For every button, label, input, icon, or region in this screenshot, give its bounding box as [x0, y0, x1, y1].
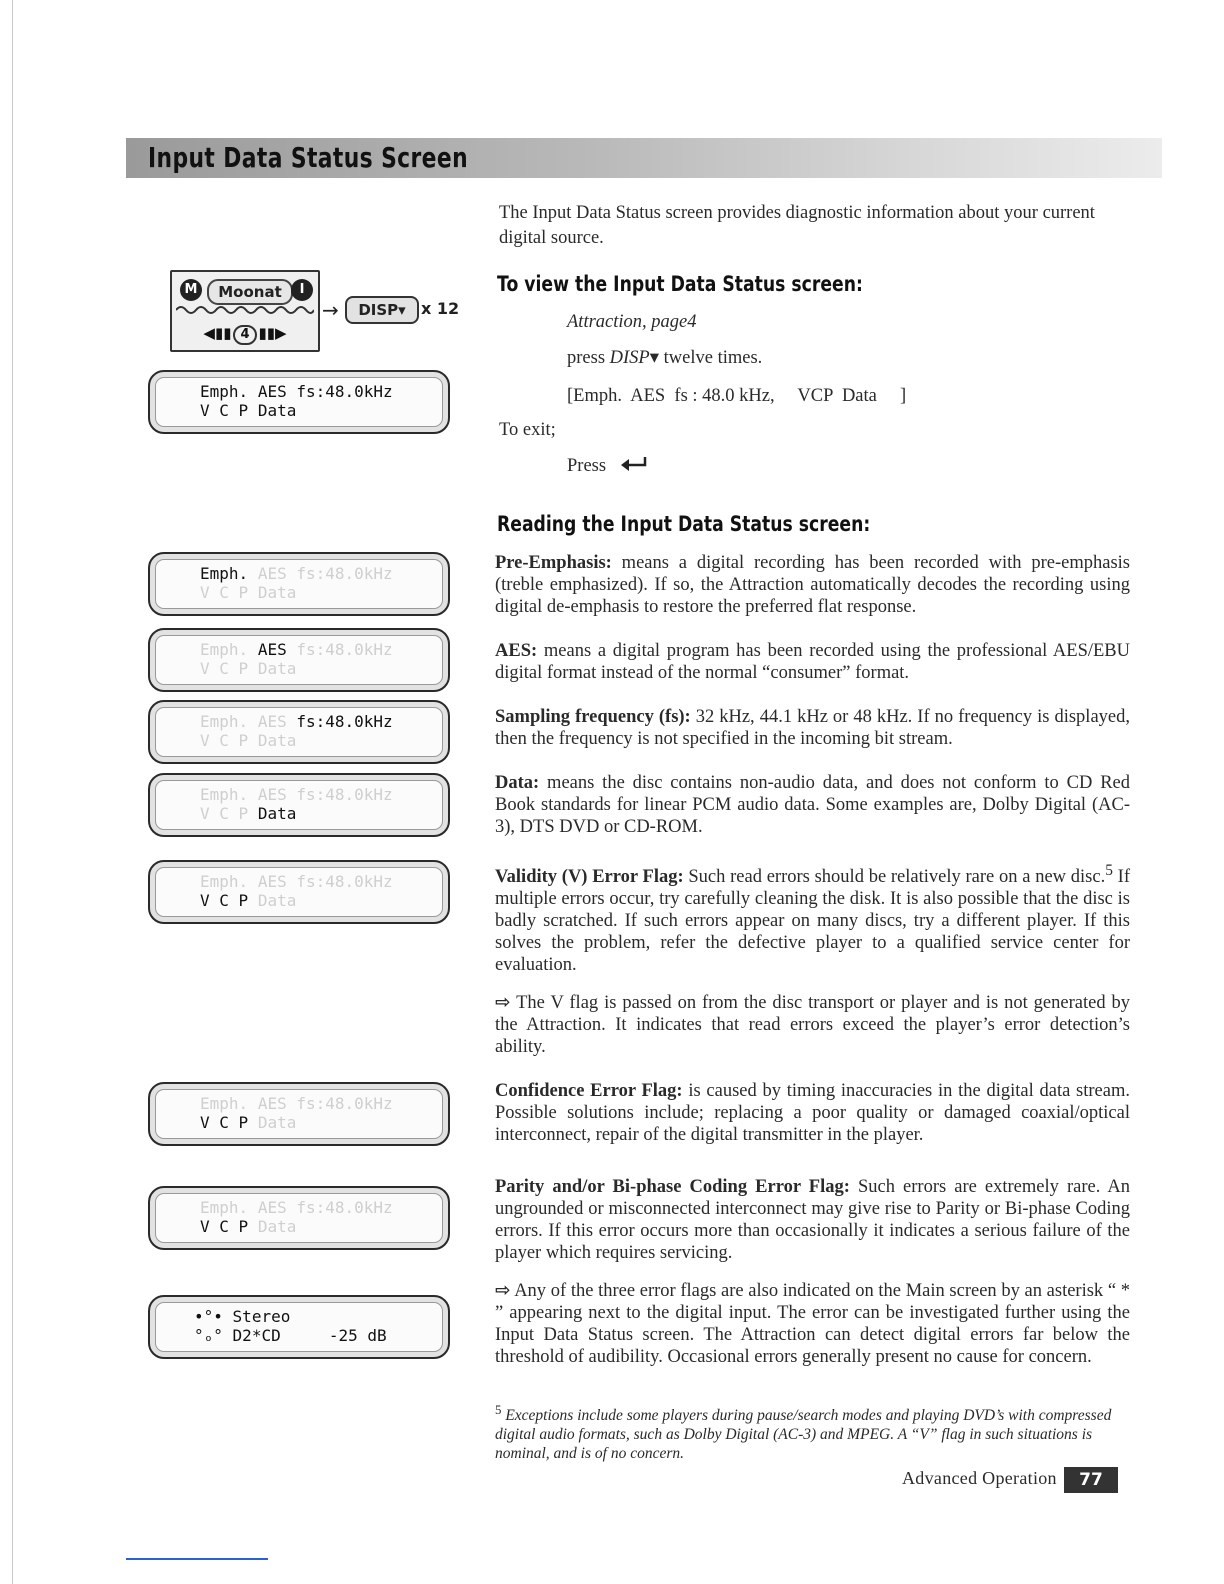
lcd-aes: AES: [257, 640, 287, 659]
lcd-data: Data: [257, 891, 297, 910]
remote-brand-button: Moonat: [207, 279, 293, 305]
speaker-icon: •°•: [194, 1307, 223, 1326]
lcd-data: Data: [257, 1217, 297, 1236]
exit-label: To exit;: [499, 420, 556, 440]
item-pre-emphasis: [495, 552, 1130, 618]
lcd-data: Data: [257, 1113, 297, 1132]
lcd-emph: Emph.: [200, 382, 249, 401]
lcd-data: Data: [257, 731, 297, 750]
lcd-emph: Emph.: [200, 872, 249, 891]
lcd-aes: AES: [257, 1198, 287, 1217]
intro-text: The Input Data Status screen provides diagnostic information about your current digital source.: [499, 203, 1095, 248]
lcd-parity-highlight: [148, 1186, 450, 1250]
lcd-aes: AES: [257, 1094, 287, 1113]
definition: means the disc contains non-audio data, and does not conform to CD Red Book standards for linear PCM audio data. Some examples are, Dolby Digital (AC-3), DTS DVD or CD-ROM.: [495, 773, 1130, 837]
lcd-validity-highlight: [148, 860, 450, 924]
lcd-data: Data: [257, 401, 297, 420]
lcd-fs: fs:48.0kHz: [296, 1198, 393, 1217]
lcd-vcp: V C P: [200, 1113, 249, 1132]
display-result: [Emph. AES fs : 48.0 kHz, VCP Data ]: [567, 386, 907, 406]
definition: means a digital recording has been recorded with pre-emphasis (treble emphasized). If so, the Attraction automatically decodes the recording using digital de-emphasis to restore the preferred flat response.: [495, 553, 1130, 617]
item-confidence: [495, 1080, 1130, 1146]
lcd-fs: fs:48.0kHz: [296, 712, 393, 731]
arrow-right-icon: →: [322, 298, 339, 322]
definition: Such read errors should be relatively rare on a new disc.: [683, 867, 1106, 888]
lcd-input: D2*CD: [232, 1326, 281, 1345]
lcd-vcp: V C P: [200, 401, 249, 420]
lcd-data-highlight: [148, 773, 450, 837]
term: Parity and/or Bi-phase Coding Error Flag:: [495, 1177, 850, 1197]
item-validity: [495, 860, 1130, 976]
section-title: Input Data Status Screen: [148, 141, 469, 174]
footer-label: Advanced Operation: [902, 1468, 1057, 1488]
enter-icon: [619, 455, 649, 473]
definition: means a digital program has been recorded using the professional AES/EBU digital format instead of the normal “consumer” format.: [495, 641, 1130, 683]
lcd-vcp: V C P: [200, 731, 249, 750]
lcd-fs: fs:48.0kHz: [296, 1094, 393, 1113]
press-label: Press: [567, 456, 607, 476]
press-after: twelve times.: [663, 348, 763, 368]
lcd-emph: Emph.: [200, 712, 249, 731]
footnote: [495, 1400, 1130, 1463]
left-arrow-icon: ◀▮▮: [203, 324, 232, 342]
note-asterisk: [495, 1280, 1130, 1368]
lcd-aes: AES: [257, 564, 287, 583]
lcd-emph: Emph.: [200, 785, 249, 804]
lcd-vcp: V C P: [200, 659, 249, 678]
footnote-number: 5: [495, 1402, 502, 1417]
definition: is caused by timing inaccuracies in the digital data stream. Possible solutions include; replacing a poor quality or damaged coaxial/optical interconnect, repair of the digital transmitter in the player.: [495, 1081, 1130, 1145]
item-sampling: [495, 706, 1130, 750]
lcd-fs: fs:48.0kHz: [296, 640, 393, 659]
footer-line: [126, 1558, 268, 1560]
page-number: 77: [1064, 1467, 1118, 1493]
definition: 32 kHz, 44.1 kHz or 48 kHz. If no frequency is displayed, then the frequency is not specified in the incoming bit stream.: [495, 707, 1130, 749]
lcd-fs: fs:48.0kHz: [296, 872, 393, 891]
note-text: Any of the three error flags are also indicated on the Main screen by an asterisk “ * ” appearing next to the digital input. The error can be investigated further using the Input Data Status screen. The Attraction can detect digital errors far below the threshold of audibility. Occasional errors generally present no cause for concern.: [495, 1281, 1131, 1367]
item-aes: [495, 640, 1130, 684]
remote-m-button: M: [180, 279, 202, 301]
lcd-data: Data: [257, 804, 297, 823]
page-edge-line: [12, 0, 13, 1584]
step-press: [567, 346, 762, 371]
lcd-emph: Emph.: [200, 640, 249, 659]
term: Sampling frequency (fs):: [495, 707, 691, 727]
lcd-vcp: V C P: [200, 1217, 249, 1236]
term: AES:: [495, 641, 538, 661]
lcd-fs-highlight: [148, 700, 450, 764]
lcd-vcp: V C P: [200, 891, 249, 910]
lcd-stereo: Stereo: [232, 1307, 291, 1326]
note-text: The V flag is passed on from the disc transport or player and is not generated by the Attraction. It indicates that read errors exceed the player’s error detection’s ability.: [495, 993, 1130, 1057]
term: Validity (V) Error Flag:: [495, 867, 684, 888]
lcd-fs: fs:48.0kHz: [296, 382, 393, 401]
step-location: Attraction, page4: [567, 312, 697, 332]
note-icon: ⇨: [495, 992, 511, 1013]
remote-number: 4: [233, 325, 256, 345]
lcd-aes: AES: [257, 785, 287, 804]
definition: Such errors are extremely rare. An ungrounded or misconnected interconnect may give rise to Parity or Bi-phase Coding errors. If this error occurs more than occasionally it indicates a serious failure of the player which requires servicing.: [495, 1177, 1130, 1263]
lcd-aes-highlight: [148, 628, 450, 692]
note-vflag: [495, 992, 1130, 1058]
remote-i-button: I: [291, 279, 313, 301]
term: Pre-Emphasis:: [495, 553, 612, 573]
footnote-ref: 5: [1105, 862, 1113, 879]
lcd-level: -25 dB: [328, 1326, 387, 1345]
reading-heading: Reading the Input Data Status screen:: [497, 512, 871, 536]
lcd-emph-highlight: [148, 552, 450, 616]
lcd-aes: AES: [257, 872, 287, 891]
lcd-emph: Emph.: [200, 1094, 249, 1113]
lcd-data: Data: [257, 583, 297, 602]
lcd-vcp: V C P: [200, 583, 249, 602]
footnote-text: Exceptions include some players during pause/search modes and playing DVD’s with compressed digital audio formats, such as Dolby Digital (AC-3) and MPEG. A “V” flag in such situations is nominal, and is of no concern.: [495, 1407, 1112, 1463]
definition-cont: If multiple errors occur, try carefully cleaning the disk. It is also possible that the disc is badly scratched. If such errors appear on many discs, try a different player. If this solves the problem, refer the defective player to a qualified service center for evaluation.: [495, 867, 1130, 976]
wave-icon: [176, 304, 314, 316]
remote-nav-row: [186, 322, 304, 344]
speaker-icon: °ₒ°: [194, 1326, 223, 1345]
lcd-vcp: V C P: [200, 804, 249, 823]
press-word: press: [567, 348, 606, 368]
disp-button: DISP▾: [345, 296, 419, 324]
term: Data:: [495, 773, 540, 793]
lcd-data: Data: [257, 659, 297, 678]
right-arrow-icon: ▮▮▶: [258, 324, 287, 342]
lcd-emph: Emph.: [200, 564, 249, 583]
lcd-full: [148, 370, 450, 434]
lcd-emph: Emph.: [200, 1198, 249, 1217]
lcd-aes: AES: [257, 382, 287, 401]
lcd-confidence-highlight: [148, 1082, 450, 1146]
lcd-aes: AES: [257, 712, 287, 731]
item-data: [495, 772, 1130, 838]
lcd-main-screen: [148, 1295, 450, 1359]
press-exit: [567, 454, 649, 479]
lcd-fs: fs:48.0kHz: [296, 564, 393, 583]
disp-key: DISP▾: [609, 348, 660, 368]
note-icon: ⇨: [495, 1280, 511, 1301]
remote-illustration: [170, 270, 320, 352]
term: Confidence Error Flag:: [495, 1081, 683, 1101]
press-count: x 12: [421, 299, 460, 318]
lcd-fs: fs:48.0kHz: [296, 785, 393, 804]
item-parity: [495, 1176, 1130, 1264]
view-heading: To view the Input Data Status screen:: [497, 272, 863, 296]
